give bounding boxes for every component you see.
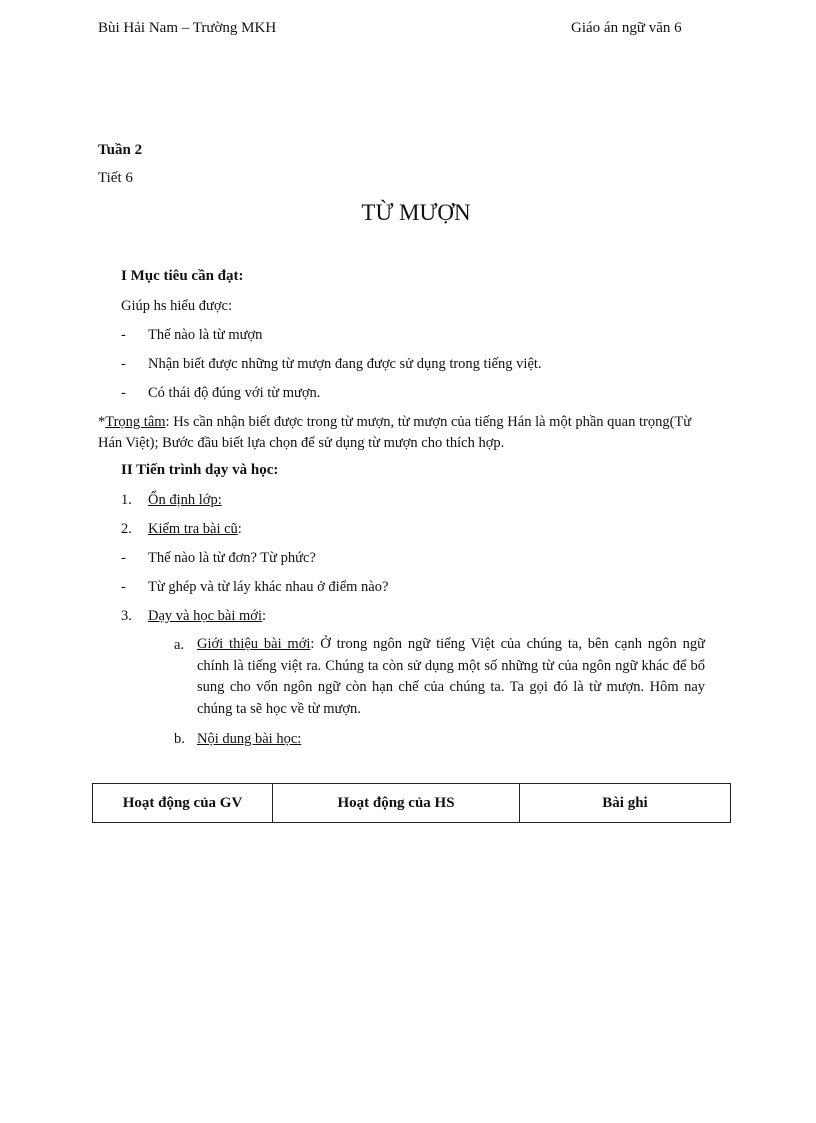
header-author: Bùi Hải Nam – Trường MKH xyxy=(98,20,277,36)
lesson-introduction-label: Giới thiệu bài mới xyxy=(197,636,311,652)
lesson-content-label: Nội dung bài học: xyxy=(197,731,302,747)
objectives-intro: Giúp hs hiểu được: xyxy=(121,298,232,314)
lesson-introduction-text: : Ở trong ngôn ngữ tiếng Việt của chúng ta, bên cạnh ngôn ngữ chính là tiếng việt ra. Chúng ta còn sử dụng một số những từ của ngôn ngữ khác để bổ sung cho vốn ngôn ngữ còn hạn chế của chúng ta. Ta gọi đó là từ mượn. Hôm nay chúng ta sẽ học về từ mượn. xyxy=(197,636,705,717)
table-header-row xyxy=(93,784,731,823)
section-objectives-heading: I Mục tiêu cần đạt: xyxy=(121,268,244,284)
column-header-student: Hoạt động của HS xyxy=(273,784,520,823)
column-header-notes: Bài ghi xyxy=(520,784,731,823)
sub-step-letter: a. xyxy=(174,637,185,653)
step-new-lesson xyxy=(148,608,266,625)
step-new-lesson-label: Dạy và học bài mới xyxy=(148,608,262,624)
section-process-heading: II Tiến trình dạy và học: xyxy=(121,462,279,478)
step-number: 3. xyxy=(121,608,132,624)
step-review-old-lesson xyxy=(148,521,242,538)
focus-label: Trọng tâm xyxy=(105,414,166,430)
period-label: Tiết 6 xyxy=(98,170,133,186)
week-label: Tuần 2 xyxy=(98,142,143,158)
bullet-dash: - xyxy=(121,356,126,372)
objective-item: Nhận biết được những từ mượn đang được sử dụng trong tiếng việt. xyxy=(148,356,542,372)
header-subject: Giáo án ngữ văn 6 xyxy=(571,20,682,36)
column-header-teacher: Hoạt động của GV xyxy=(93,784,273,823)
step-number: 1. xyxy=(121,492,132,508)
step-number: 2. xyxy=(121,521,132,537)
lesson-introduction xyxy=(197,634,705,720)
focus-text: : Hs cần nhận biết được trong từ mượn, từ mượn của tiếng Hán là một phần quan trọng(Từ Hán Việt); Bước đầu biết lựa chọn để sử dụng từ mượn cho thích hợp. xyxy=(98,414,692,451)
step-review-suffix: : xyxy=(237,521,242,537)
objective-item: Có thái độ đúng với từ mượn. xyxy=(148,385,321,401)
review-question: Từ ghép và từ láy khác nhau ở điểm nào? xyxy=(148,579,389,595)
step-stabilize-class: Ổn định lớp: xyxy=(148,492,222,508)
focus-paragraph xyxy=(98,412,708,454)
lesson-activity-table xyxy=(92,783,731,823)
bullet-dash: - xyxy=(121,579,126,595)
page-title: TỪ MƯỢN xyxy=(361,200,471,225)
bullet-dash: - xyxy=(121,327,126,343)
bullet-dash: - xyxy=(121,385,126,401)
bullet-dash: - xyxy=(121,550,126,566)
step-review-label: Kiểm tra bài cũ xyxy=(148,521,238,537)
step-new-lesson-suffix: : xyxy=(261,608,266,624)
sub-step-letter: b. xyxy=(174,731,185,747)
review-question: Thế nào là từ đơn? Từ phức? xyxy=(148,550,316,566)
focus-prefix: * xyxy=(98,414,106,430)
objective-item: Thế nào là từ mượn xyxy=(148,327,263,343)
